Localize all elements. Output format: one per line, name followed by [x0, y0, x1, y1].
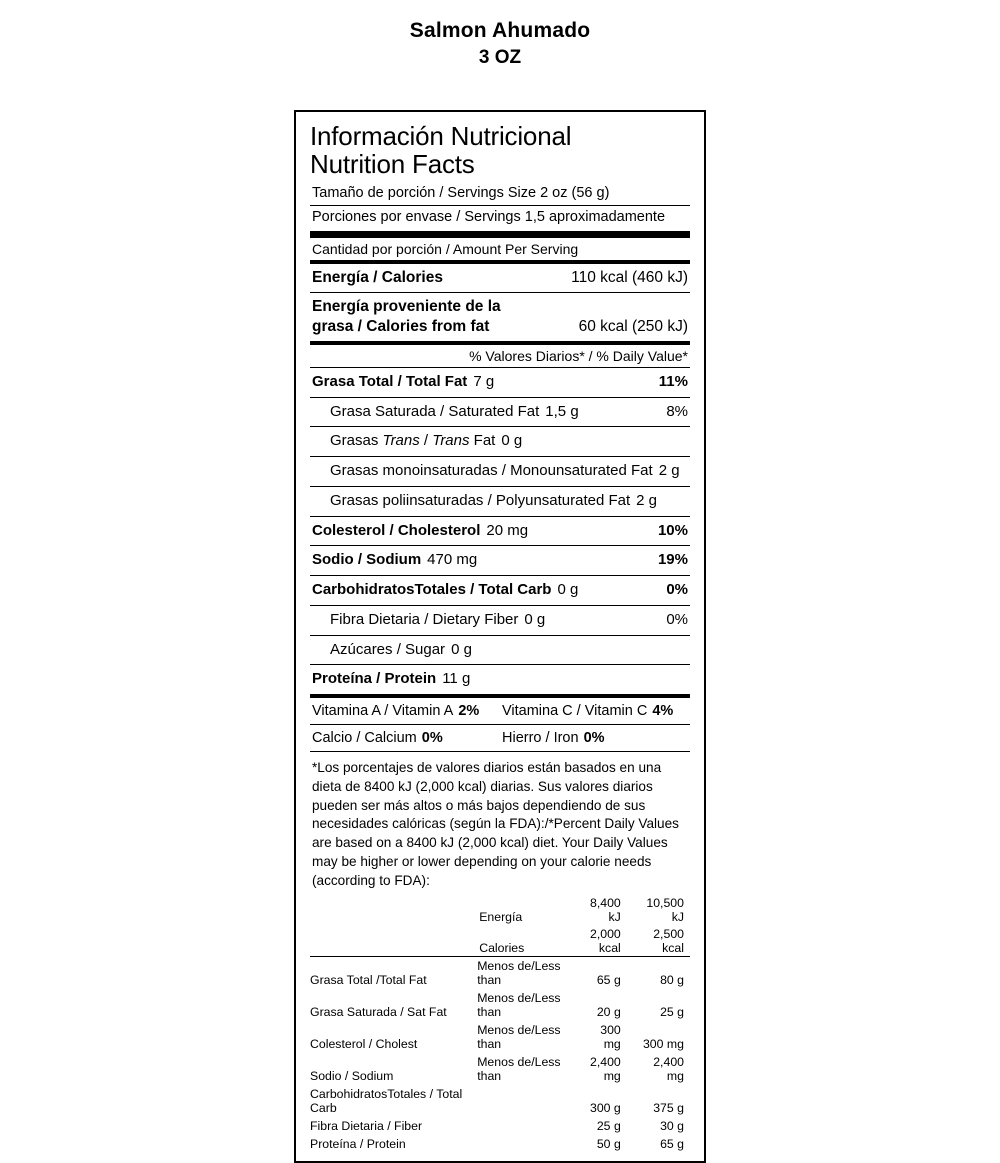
nutrient-row — [310, 546, 690, 575]
nutrient-dv: 0% — [666, 581, 688, 599]
daily-value-footnote: *Los porcentajes de valores diarios están basados en una dieta de 8400 kJ (2,000 kcal) diarias. Sus valores diarios pueden ser más altos o más bajos dependiendo de sus necesidades calóricas (según la FDA):/*Percent Daily Values are based on a 8400 kJ (2,000 kcal) diet. Your Daily Values may be higher or lower depending on your calorie needs (according to FDA): — [312, 760, 679, 888]
nutrient-row — [310, 665, 690, 694]
vitamin-label: Vitamina A / Vitamin A — [312, 703, 454, 720]
dv-row-v2: 65 g — [660, 1137, 684, 1152]
nutrient-name: Azúcares / Sugar — [330, 640, 446, 658]
nutrient-row — [310, 457, 690, 486]
dv-table-row — [310, 1085, 690, 1117]
nutrient-row — [310, 427, 690, 456]
nutrient-name: Proteína / Protein — [312, 670, 437, 688]
dv-row-v2: 2,400 mg — [653, 1055, 684, 1084]
nutrient-amount: 11 g — [442, 670, 471, 688]
dv-row-v2: 375 g — [653, 1101, 684, 1116]
dv-table-row — [310, 1053, 690, 1085]
dv-row-v1: 300 mg — [600, 1023, 621, 1052]
nutrient-amount: 2 g — [636, 491, 658, 509]
dv-table-header-row-2 — [310, 925, 690, 956]
nutrient-amount: 20 mg — [486, 521, 529, 539]
nutrient-row — [310, 487, 690, 516]
nutrient-amount: 1,5 g — [545, 402, 579, 420]
nutrient-amount: 0 g — [451, 640, 472, 658]
nutrient-amount: 0 g — [501, 432, 523, 450]
nutrient-row — [310, 606, 690, 635]
nutrient-name: Grasas poliinsaturadas / Polyunsaturated Fat — [330, 491, 631, 509]
dv-row-v1: 2,400 mg — [590, 1055, 621, 1084]
nutrient-name: Grasa Total / Total Fat — [312, 372, 468, 390]
dv-row-v1: 20 g — [596, 1005, 621, 1020]
dv-table-row — [310, 1021, 690, 1053]
nutrient-name: Grasa Saturada / Saturated Fat — [330, 402, 540, 420]
dv-row-v2: 300 mg — [642, 1037, 684, 1052]
dv-header-kj-2500: 10,500 kJ — [646, 896, 684, 925]
nutrient-dv: 19% — [657, 551, 688, 569]
dv-table-header-row — [310, 894, 690, 925]
nutrient-name: Colesterol / Cholesterol — [312, 521, 481, 539]
vitamin-value: 2% — [458, 703, 480, 720]
nutrient-dv: 8% — [666, 402, 688, 420]
nutrient-name: Sodio / Sodium — [312, 551, 422, 569]
dv-header-kcal-2500: 2,500 kcal — [653, 927, 684, 956]
vitamin-label: Hierro / Iron — [502, 730, 579, 747]
dv-row-v2: 80 g — [660, 973, 684, 988]
dv-row-less — [477, 1135, 580, 1153]
calories-value: 110 kcal (460 kJ) — [571, 269, 688, 287]
nutrient-amount: 2 g — [658, 462, 680, 480]
product-title: Salmon Ahumado — [409, 19, 591, 42]
dv-row-label: Grasa Total /Total Fat — [310, 973, 427, 988]
amount-per-serving-label: Cantidad por porción / Amount Per Serving — [312, 241, 579, 258]
divider-thick-top — [310, 231, 690, 238]
vitamin-value: 0% — [421, 730, 443, 747]
dv-row-label: Fibra Dietaria / Fiber — [310, 1119, 423, 1134]
product-size: 3 OZ — [478, 47, 522, 69]
dv-row-label: Proteína / Protein — [310, 1137, 406, 1152]
dv-row-label: Grasa Saturada / Sat Fat — [310, 1005, 447, 1020]
calories-from-fat-label-line1: Energía proveniente de la — [312, 298, 501, 316]
serving-size-line: Tamaño de porción / Servings Size 2 oz (56 g) — [312, 185, 610, 202]
nutrient-name: Grasas Trans / Trans Fat — [330, 432, 496, 450]
nutrient-row — [310, 368, 690, 397]
calories-label: Energía / Calories — [312, 269, 443, 287]
dv-row-less — [477, 1085, 580, 1117]
nutrient-name: CarbohidratosTotales / Total Carb — [312, 581, 552, 599]
dv-row-v1: 50 g — [596, 1137, 621, 1152]
nutrient-row — [310, 517, 690, 546]
nutrient-name: Fibra Dietaria / Dietary Fiber — [330, 610, 519, 628]
calories-from-fat-row — [310, 293, 690, 341]
nutrient-name: Grasas monoinsaturadas / Monounsaturated Fat — [330, 462, 653, 480]
calories-row — [310, 264, 690, 292]
nutrient-amount: 7 g — [473, 372, 495, 390]
daily-value-reference-table — [310, 894, 690, 1153]
dv-row-less: Menos de/Less than — [477, 959, 561, 988]
dv-row-label: CarbohidratosTotales / Total Carb — [310, 1087, 463, 1116]
nutrition-facts-panel — [294, 110, 706, 1163]
dv-header-spacer-2 — [310, 925, 477, 956]
vitamin-label: Calcio / Calcium — [312, 730, 417, 747]
dv-row-v2: 30 g — [660, 1119, 684, 1134]
nutrition-title-spanish: Información Nutricional — [310, 121, 572, 151]
dv-row-label: Colesterol / Cholest — [310, 1037, 418, 1052]
nutrient-row — [310, 636, 690, 665]
dv-row-v1: 300 g — [590, 1101, 621, 1116]
dv-row-less: Menos de/Less than — [477, 1023, 561, 1052]
dv-row-v1: 65 g — [596, 973, 621, 988]
dv-row-less: Menos de/Less than — [477, 991, 561, 1020]
vitamin-label: Vitamina C / Vitamin C — [502, 703, 648, 720]
calories-from-fat-value: 60 kcal (250 kJ) — [578, 317, 688, 335]
vitamin-row — [310, 698, 690, 724]
dv-table-row — [310, 989, 690, 1021]
nutrition-title-english: Nutrition Facts — [310, 149, 475, 180]
dv-row-v1: 25 g — [596, 1119, 621, 1134]
daily-value-header: % Valores Diarios* / % Daily Value* — [469, 347, 688, 364]
dv-row-less: Menos de/Less than — [477, 1055, 561, 1084]
nutrient-amount: 0 g — [557, 581, 579, 599]
dv-table-row — [310, 957, 690, 989]
nutrient-row — [310, 398, 690, 427]
dv-row-v2: 25 g — [660, 1005, 684, 1020]
dv-header-energy-label: Energía — [479, 910, 523, 925]
nutrient-dv: 11% — [658, 372, 688, 390]
dv-header-calories-label: Calories — [479, 941, 525, 956]
nutrient-dv: 0% — [666, 610, 688, 628]
vitamin-row — [310, 725, 690, 751]
nutrient-dv: 10% — [657, 521, 688, 539]
vitamin-value: 0% — [583, 730, 605, 747]
dv-header-kcal-2000: 2,000 kcal — [590, 927, 621, 956]
nutrient-amount: 470 mg — [427, 551, 478, 569]
dv-table-row — [310, 1135, 690, 1153]
servings-per-container-line: Porciones por envase / Servings 1,5 aproximadamente — [310, 205, 690, 229]
vitamin-value: 4% — [652, 703, 674, 720]
calories-from-fat-label-line2: grasa / Calories from fat — [312, 317, 490, 335]
product-header — [0, 0, 1000, 71]
dv-table-row — [310, 1117, 690, 1135]
calories-from-fat-label — [312, 297, 501, 336]
dv-row-label: Sodio / Sodium — [310, 1069, 394, 1084]
nutrient-row — [310, 576, 690, 605]
dv-header-spacer — [310, 894, 477, 925]
dv-header-kj-2000: 8,400 kJ — [590, 896, 621, 925]
dv-row-less — [477, 1117, 580, 1135]
nutrient-amount: 0 g — [524, 610, 546, 628]
